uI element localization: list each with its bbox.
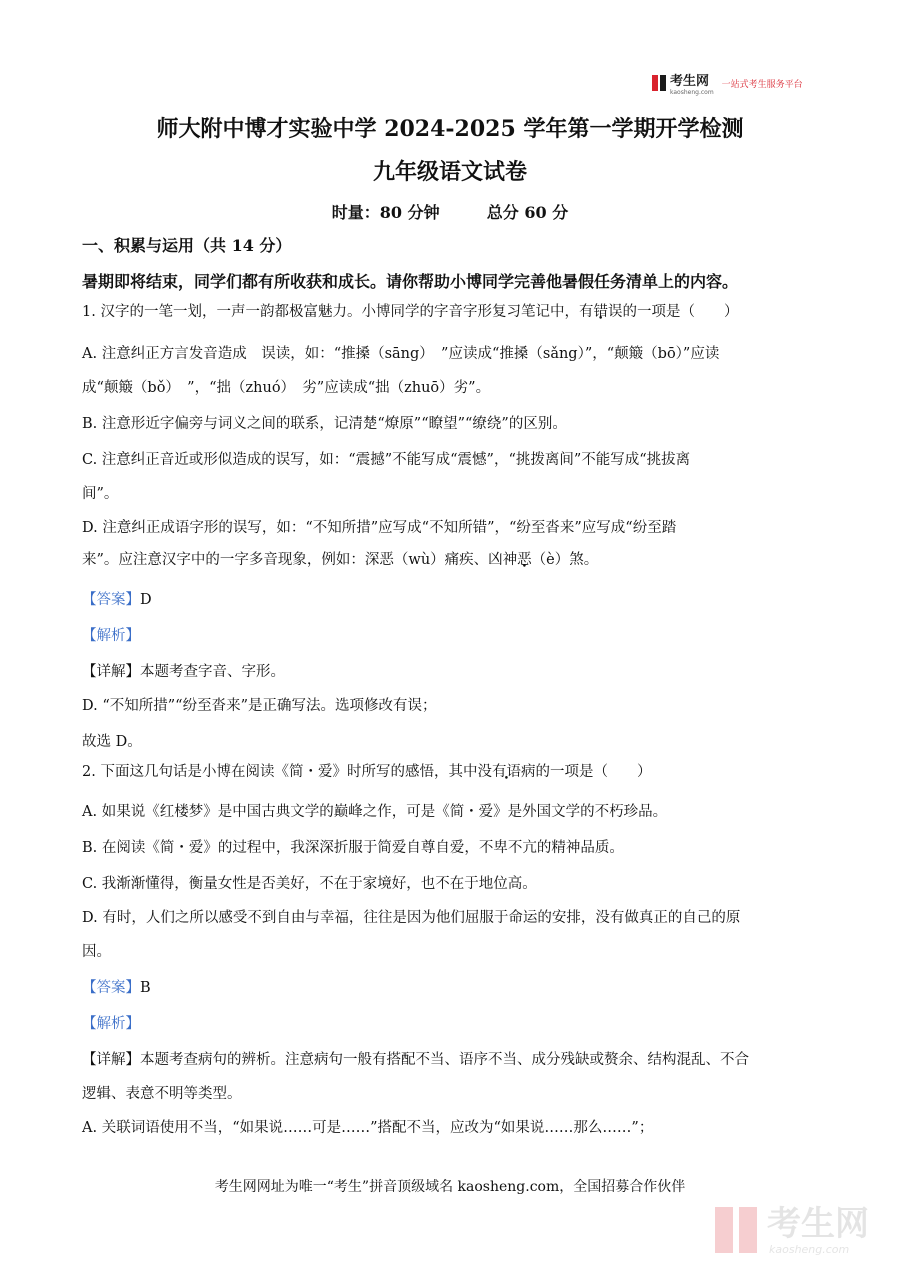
section-intro: 暑期即将结束，同学们都有所收获和成长。请你帮助小博同学完善他暑假任务清单上的内容。 [82, 272, 739, 291]
q2-explain-a: A. 关联词语使用不当，“如果说……可是……”搭配不当，应改为“如果说……那么……”； [82, 1120, 654, 1136]
q1-stem [82, 302, 822, 322]
q1-explain: D. “不知所措”“纷至沓来”是正确写法。选项修改有误； [82, 698, 437, 714]
q2-analysis-label: 【解析】 [82, 1016, 140, 1032]
emphasis-dots: 有错误 [578, 304, 623, 320]
q1-option-a-line2: 成“颠簸（bǒ） ”，“拙（zhuó） 劣”应读成“拙（zhuō）劣”。 [82, 380, 491, 396]
q2-option-d-line1: D. 有时，人们之所以感受不到自由与幸福，往往是因为他们屈服于命运的安排，没有做真正的自己的原 [82, 910, 741, 926]
exam-time: 时量：80 分钟 [331, 203, 440, 222]
emphasis-dots: 没有语病 [477, 764, 536, 780]
exam-meta [0, 200, 900, 223]
q1-option-c-line2: 间”。 [82, 486, 119, 502]
q2-answer [82, 978, 822, 998]
q1-conclusion: 故选 D。 [82, 734, 142, 750]
exam-score: 总分 60 分 [486, 203, 569, 222]
q2-option-d-line2: 因。 [82, 944, 111, 960]
answer-label: 【答案】 [82, 592, 140, 608]
section-heading: 一、积累与运用（共 14 分） [82, 236, 292, 255]
q1-answer [82, 590, 822, 610]
q1-detail [82, 662, 822, 682]
detail-label: 【详解】 [82, 664, 140, 680]
detail-text: 本题考查病句的辨析。注意病句一般有搭配不当、语序不当、成分残缺或赘余、结构混乱、不合 [140, 1052, 749, 1068]
q1-stem-end: 的一项是（ ） [622, 304, 739, 320]
q2-detail-line1 [82, 1050, 822, 1070]
watermark-domain: kaosheng.com [769, 1243, 850, 1256]
detail-text: 本题考查字音、字形。 [140, 664, 285, 680]
detail-label: 【详解】 [82, 1052, 140, 1068]
exam-title: 师大附中博才实验中学 2024-2025 学年第一学期开学检测 [156, 116, 744, 142]
answer-value: B [140, 980, 151, 996]
q1-option-d-line2 [82, 550, 822, 570]
q1-stem-text: 1. 汉字的一笔一划，一声一韵都极富魅力。小博同学的字音字形复习笔记中， [82, 304, 579, 320]
watermark [715, 1205, 885, 1257]
site-logo [652, 72, 803, 94]
q1-option-b: B. 注意形近字偏旁与词义之间的联系，记清楚“燎原”“瞭望”“缭绕”的区别。 [82, 416, 567, 432]
q1-d2-end: （è）煞。 [531, 552, 599, 568]
q2-stem-end: 的一项是（ ） [535, 764, 652, 780]
q1-option-c-line1: C. 注意纠正音近或形似造成的误写，如：“震撼”不能写成“震憾”，“挑拨离间”不能写成“挑拔离 [82, 452, 691, 468]
q2-detail-line2: 逻辑、表意不明等类型。 [82, 1086, 242, 1102]
q2-stem-text: 2. 下面这几句话是小博在阅读《简・爱》时所写的感悟，其中 [82, 764, 478, 780]
q1-option-d-line1: D. 注意纠正成语字形的误写，如：“不知所措”应写成“不知所错”，“纷至沓来”应写成“纷至踏 [82, 520, 677, 536]
q1-analysis-label: 【解析】 [82, 628, 140, 644]
q1-option-a-line1: A. 注意纠正方言发音造成 误读，如：“推搡（sāng） ”应读成“推搡（sǎng）”，“颠簸（bō）”应读 [82, 346, 720, 362]
q2-option-b: B. 在阅读《简・爱》的过程中，我深深折服于简爱自尊自爱，不卑不亢的精神品质。 [82, 840, 624, 856]
logo-text [670, 70, 714, 96]
watermark-name: 考生网 [767, 1204, 869, 1244]
emphasis-dot: 恶 [517, 552, 532, 568]
logo-name: 考生网 [670, 74, 710, 89]
q1-d2-text: 来”。应注意汉字中的一字多音现象，例如：深恶（wù）痛疾、凶神 [82, 552, 518, 568]
q2-option-a: A. 如果说《红楼梦》是中国古典文学的巅峰之作，可是《简・爱》是外国文学的不朽珍品。 [82, 804, 668, 820]
kaosheng-logo-icon [652, 75, 666, 91]
answer-label: 【答案】 [82, 980, 140, 996]
q2-stem [82, 762, 822, 782]
page-footer: 考生网网址为唯一“考生”拼音顶级域名 kaosheng.com，全国招募合作伙伴 [214, 1179, 686, 1195]
exam-subtitle: 九年级语文试卷 [372, 159, 527, 185]
q2-option-c: C. 我渐渐懂得，衡量女性是否美好，不在于家境好，也不在于地位高。 [82, 876, 537, 892]
watermark-logo-icon [715, 1207, 759, 1253]
logo-slogan: 一站式考生服务平台 [721, 79, 803, 90]
logo-domain: kaosheng.com [670, 89, 714, 96]
answer-value: D [140, 592, 152, 608]
